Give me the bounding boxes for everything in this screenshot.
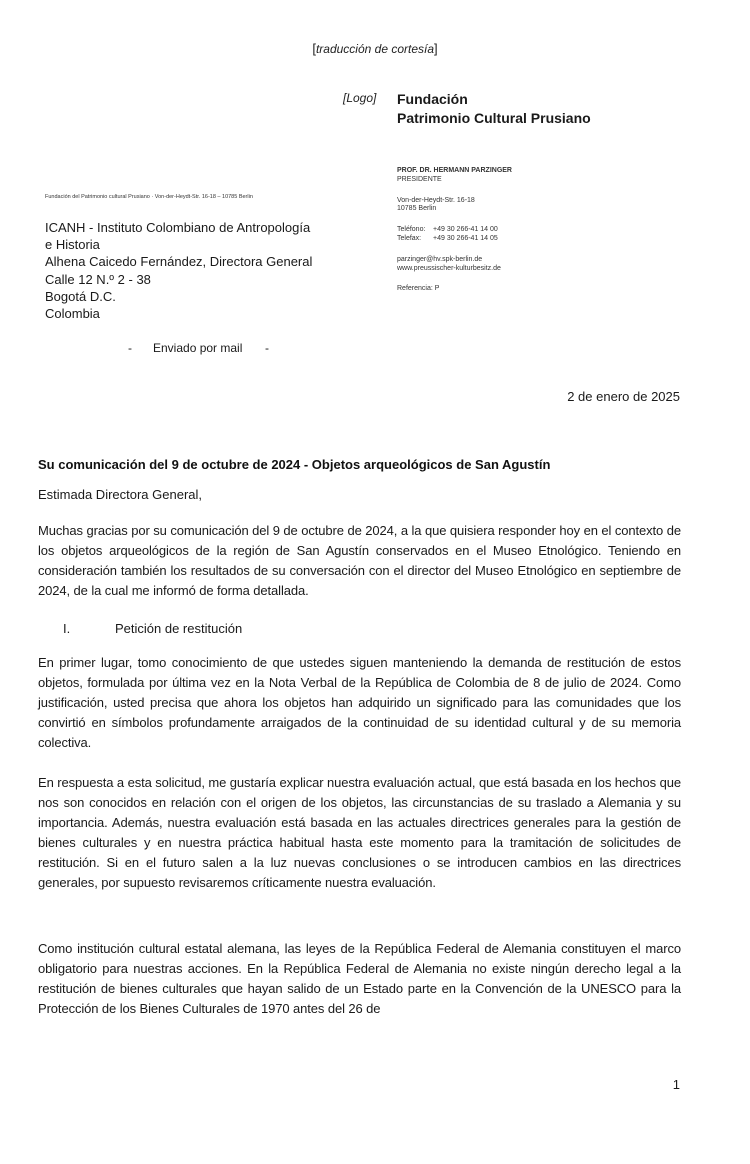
sender-reference: Referencia: P bbox=[397, 285, 440, 293]
recipient-line: Colombia bbox=[45, 306, 100, 322]
foundation-name-line1: Fundación bbox=[397, 91, 468, 107]
foundation-name bbox=[397, 90, 591, 128]
phone-label: Teléfono: bbox=[397, 226, 426, 234]
recipient-line: e Historia bbox=[45, 237, 100, 253]
page-number: 1 bbox=[672, 1077, 680, 1092]
sender-website: www.preussischer-kulturbesitz.de bbox=[397, 264, 501, 272]
sender-fax-row bbox=[397, 235, 512, 244]
fax-label: Telefax: bbox=[397, 234, 422, 242]
body-paragraph-2: En primer lugar, tomo conocimiento de que ustedes siguen manteniendo la demanda de restitución de estos objetos, formulada por última vez en la Nota Verbal de la República de Colombia de 8 de julio de 2024. Como justificación, usted precisa que ahora los objetos han adquirido un significado para las comunidades que los convirtió en símbolos profundamente arraigados de la continuidad de su identidad cultural y de su memoria colectiva. bbox=[38, 655, 681, 750]
sender-city: 10785 Berlin bbox=[397, 205, 437, 213]
dash-right: - bbox=[265, 341, 269, 355]
foundation-name-line2: Patrimonio Cultural Prusiano bbox=[397, 110, 591, 126]
sender-name: PROF. DR. HERMANN PARZINGER bbox=[397, 167, 512, 174]
bracket-open: [ bbox=[312, 41, 316, 56]
fax-value: +49 30 266-41 14 05 bbox=[433, 234, 498, 242]
phone-value: +49 30 266-41 14 00 bbox=[433, 226, 498, 234]
logo-placeholder: [Logo] bbox=[343, 91, 377, 105]
sent-via-text: Enviado por mail bbox=[153, 341, 243, 355]
body-paragraph-4: Como institución cultural estatal alemana, las leyes de la República Federal de Alemania constituyen el marco obligatorio para nuestras acciones. En la República Federal de Alemania no existe ningún derecho legal a la restitución de bienes culturales que hayan salido de un Estado parte en la Convención de la UNESCO para la Protección de los Bienes Culturales de 1970 antes del 26 de bbox=[38, 941, 681, 1016]
sender-return-address: Fundación del Patrimonio cultural Prusiano · Von-der-Heydt-Str. 16-18 – 10785 Berlin bbox=[45, 194, 253, 200]
courtesy-translation-note bbox=[0, 41, 750, 56]
body-paragraph-1: Muchas gracias por su comunicación del 9 de octubre de 2024, a la que quisiera responder hoy en el contexto de los objetos arqueológicos de la región de San Agustín conservados en el Museo Etnológico. Teniendo en consideración también los resultados de su conversación con el director del Museo Etnológico en septiembre de 2024, de la cual me informó de forma detallada. bbox=[38, 523, 681, 598]
courtesy-text: traducción de cortesía bbox=[315, 42, 435, 56]
letter-date: 2 de enero de 2025 bbox=[567, 389, 680, 404]
salutation: Estimada Directora General, bbox=[38, 487, 203, 502]
recipient-line: Bogotá D.C. bbox=[45, 288, 116, 304]
sender-email: parzinger@hv.spk-berlin.de bbox=[397, 255, 483, 263]
sender-role: PRESIDENTE bbox=[397, 175, 442, 183]
sender-street: Von-der-Heydt-Str. 16-18 bbox=[397, 196, 475, 204]
recipient-line: ICANH - Instituto Colombiano de Antropología bbox=[45, 220, 311, 235]
recipient-address bbox=[45, 219, 345, 322]
sender-info-block bbox=[397, 167, 512, 294]
dash-left: - bbox=[128, 341, 132, 355]
letter-subject: Su comunicación del 9 de octubre de 2024 - Objetos arqueológicos de San Agustín bbox=[38, 457, 551, 472]
sender-phone-row bbox=[397, 226, 512, 235]
section-number: I. bbox=[63, 621, 71, 636]
bracket-close: ] bbox=[434, 41, 438, 56]
body-paragraph-3: En respuesta a esta solicitud, me gustaría explicar nuestra evaluación actual, que está basada en los hechos que nos son conocidos en relación con el origen de los objetos, las circunstancias de su traslado a Alemania y su importancia. Además, nuestra evaluación está basada en las actuales directrices generales para la gestión de bienes culturales y en nuestra práctica habitual hasta este momento para la tramitación de solicitudes de restitución. Si en el futuro salen a la luz nuevas conclusiones o se introducen cambios en las directrices generales, por supuesto revisaremos críticamente nuestra evaluación. bbox=[38, 775, 681, 890]
recipient-line: Alhena Caicedo Fernández, Directora General bbox=[45, 254, 313, 270]
recipient-line: Calle 12 N.º 2 - 38 bbox=[45, 271, 151, 287]
section-title: Petición de restitución bbox=[115, 621, 243, 636]
